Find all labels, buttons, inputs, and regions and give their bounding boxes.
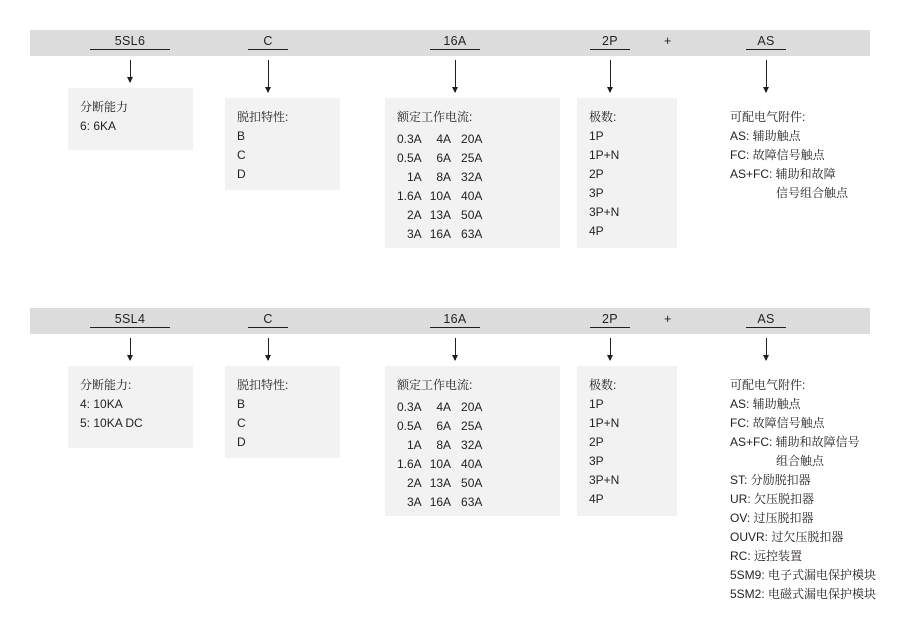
arrow-accessories-icon	[766, 60, 767, 92]
current-cell: 20A	[461, 400, 483, 414]
rated-current-title: 额定工作电流:	[397, 110, 473, 124]
rated-current-table	[397, 130, 482, 244]
breaking-capacity-box	[68, 88, 193, 150]
rated-current-box	[385, 98, 560, 248]
poles-value-2: 2P	[589, 167, 604, 181]
breaking-capacity-title: 分断能力:	[80, 378, 132, 392]
current-cell: 2A	[407, 208, 422, 222]
table-row	[397, 206, 482, 225]
current-cell: 13A	[429, 476, 452, 490]
poles-value-1: 1P+N	[589, 148, 620, 162]
product-code-block-5SL4	[30, 308, 877, 608]
accessories-item-5: UR: 欠压脱扣器	[730, 492, 815, 506]
rated-current-table	[397, 398, 482, 512]
arrow-current-icon	[455, 338, 456, 360]
poles-box	[577, 366, 677, 516]
arrow-poles-icon	[610, 60, 611, 92]
accessories-item-2: AS+FC: 辅助和故障信号	[730, 435, 860, 449]
accessories-item-2: AS+FC: 辅助和故障	[730, 167, 836, 181]
accessories-item-0: AS: 辅助触点	[730, 129, 801, 143]
current-cell: 3A	[407, 227, 422, 241]
arrow-series-icon	[130, 338, 131, 360]
code-segment-series: 5SL6	[90, 34, 170, 50]
current-cell: 40A	[461, 189, 483, 203]
code-segment-tripping: C	[248, 34, 288, 50]
code-segment-series: 5SL4	[90, 312, 170, 328]
table-row	[397, 417, 482, 436]
current-cell: 1.6A	[397, 189, 422, 203]
table-row	[397, 493, 482, 512]
current-cell: 4A	[436, 400, 452, 414]
code-segment-plus: +	[664, 34, 672, 48]
table-row	[397, 149, 482, 168]
tripping-value-0: B	[237, 129, 246, 143]
accessories-item-1: FC: 故障信号触点	[730, 148, 825, 162]
code-segment-poles: 2P	[590, 34, 630, 50]
poles-value-1: 1P+N	[589, 416, 620, 430]
current-cell: 1A	[407, 170, 422, 184]
accessories-item-1: FC: 故障信号触点	[730, 416, 825, 430]
poles-value-4: 3P+N	[589, 205, 620, 219]
arrow-poles-icon	[610, 338, 611, 360]
arrow-tripping-icon	[268, 60, 269, 92]
current-cell: 63A	[461, 495, 483, 509]
table-row	[397, 474, 482, 493]
current-cell: 10A	[429, 189, 452, 203]
current-cell: 50A	[461, 476, 483, 490]
poles-box	[577, 98, 677, 248]
arrow-current-icon	[455, 60, 456, 92]
current-cell: 6A	[436, 419, 452, 433]
current-cell: 32A	[461, 438, 483, 452]
current-cell: 0.3A	[397, 132, 422, 146]
current-cell: 4A	[436, 132, 452, 146]
code-segment-plus: +	[664, 312, 672, 326]
arrow-tripping-icon	[268, 338, 269, 360]
accessories-title: 可配电气附件:	[730, 378, 806, 392]
tripping-value-2: D	[237, 167, 246, 181]
accessories-item-3: 信号组合触点	[776, 186, 849, 200]
current-cell: 32A	[461, 170, 483, 184]
poles-value-3: 3P	[589, 454, 604, 468]
current-cell: 0.5A	[397, 151, 422, 165]
current-cell: 0.3A	[397, 400, 422, 414]
accessories-title: 可配电气附件:	[730, 110, 806, 124]
table-row	[397, 455, 482, 474]
poles-value-5: 4P	[589, 492, 604, 506]
code-segment-current: 16A	[430, 312, 480, 328]
tripping-value-1: C	[237, 148, 246, 162]
code-segment-accessories: AS	[746, 312, 786, 328]
rated-current-title: 额定工作电流:	[397, 378, 473, 392]
table-row	[397, 398, 482, 417]
accessories-box	[718, 98, 900, 208]
current-cell: 16A	[429, 227, 452, 241]
current-cell: 6A	[436, 151, 452, 165]
current-cell: 20A	[461, 132, 483, 146]
accessories-box	[718, 366, 900, 611]
code-segment-tripping: C	[248, 312, 288, 328]
tripping-characteristic-box	[225, 98, 340, 190]
poles-title: 极数:	[589, 378, 617, 392]
current-cell: 50A	[461, 208, 483, 222]
poles-value-3: 3P	[589, 186, 604, 200]
current-cell: 1.6A	[397, 457, 422, 471]
current-cell: 13A	[429, 208, 452, 222]
rated-current-box	[385, 366, 560, 516]
accessories-item-6: OV: 过压脱扣器	[730, 511, 814, 525]
poles-value-0: 1P	[589, 129, 604, 143]
table-row	[397, 187, 482, 206]
breaking-capacity-value-1: 5: 10KA DC	[80, 416, 143, 430]
current-cell: 8A	[436, 170, 452, 184]
code-segment-accessories: AS	[746, 34, 786, 50]
poles-value-4: 3P+N	[589, 473, 620, 487]
accessories-item-3: 组合触点	[776, 454, 825, 468]
tripping-value-1: C	[237, 416, 246, 430]
arrow-series-icon	[130, 60, 131, 82]
tripping-title: 脱扣特性:	[237, 378, 289, 392]
current-cell: 8A	[436, 438, 452, 452]
accessories-item-8: RC: 远控装置	[730, 549, 803, 563]
table-row	[397, 436, 482, 455]
poles-value-5: 4P	[589, 224, 604, 238]
poles-title: 极数:	[589, 110, 617, 124]
current-cell: 16A	[429, 495, 452, 509]
accessories-item-9: 5SM9: 电子式漏电保护模块	[730, 568, 877, 582]
breaking-capacity-value-0: 6: 6KA	[80, 119, 117, 133]
tripping-title: 脱扣特性:	[237, 110, 289, 124]
poles-value-2: 2P	[589, 435, 604, 449]
current-cell: 3A	[407, 495, 422, 509]
accessories-item-7: OUVR: 过欠压脱扣器	[730, 530, 844, 544]
current-cell: 2A	[407, 476, 422, 490]
accessories-item-0: AS: 辅助触点	[730, 397, 801, 411]
arrow-accessories-icon	[766, 338, 767, 360]
current-cell: 25A	[461, 419, 483, 433]
current-cell: 25A	[461, 151, 483, 165]
tripping-characteristic-box	[225, 366, 340, 458]
breaking-capacity-title: 分断能力	[80, 100, 129, 114]
tripping-value-0: B	[237, 397, 246, 411]
current-cell: 0.5A	[397, 419, 422, 433]
table-row	[397, 130, 482, 149]
poles-value-0: 1P	[589, 397, 604, 411]
tripping-value-2: D	[237, 435, 246, 449]
breaking-capacity-value-0: 4: 10KA	[80, 397, 123, 411]
accessories-item-10: 5SM2: 电磁式漏电保护模块	[730, 587, 877, 601]
table-row	[397, 168, 482, 187]
current-cell: 1A	[407, 438, 422, 452]
code-segment-poles: 2P	[590, 312, 630, 328]
product-code-block-5SL6	[30, 30, 870, 270]
breaking-capacity-box	[68, 366, 193, 448]
accessories-item-4: ST: 分励脱扣器	[730, 473, 811, 487]
current-cell: 40A	[461, 457, 483, 471]
current-cell: 10A	[429, 457, 452, 471]
current-cell: 63A	[461, 227, 483, 241]
table-row	[397, 225, 482, 244]
code-segment-current: 16A	[430, 34, 480, 50]
